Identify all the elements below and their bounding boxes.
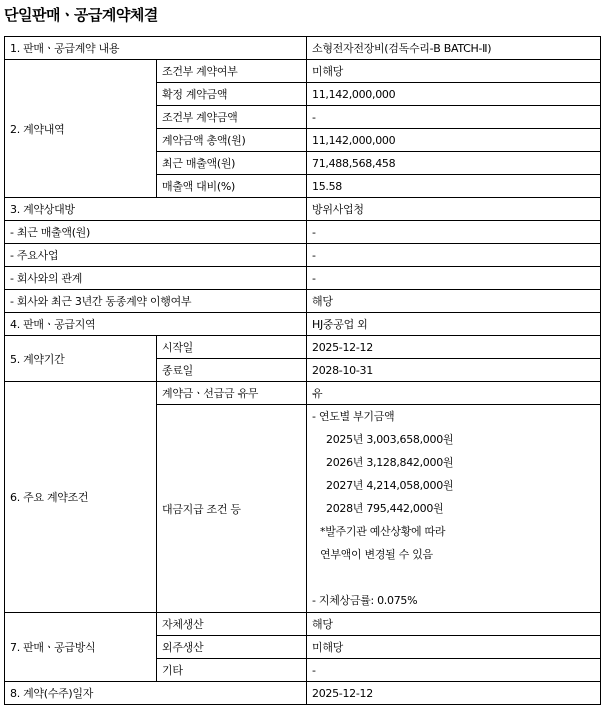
- contract-details-label: 2. 계약내역: [5, 60, 157, 198]
- conditional-amount-label: 조건부 계약금액: [157, 106, 307, 129]
- row-contract-period-start: [5, 336, 601, 359]
- own-production-value: 해당: [307, 613, 601, 636]
- page-title: 단일판매ㆍ공급계약체결: [4, 6, 158, 24]
- conditional-amount-value: -: [307, 106, 601, 129]
- payment-plan-heading: - 연도별 부기금액: [312, 410, 395, 423]
- total-amount-label: 계약금액 총액(원): [157, 129, 307, 152]
- own-production-label: 자체생산: [157, 613, 307, 636]
- row-advance-payment: [5, 382, 601, 405]
- counterparty-value: 방위사업청: [307, 198, 601, 221]
- recent-revenue-label: 최근 매출액(원): [157, 152, 307, 175]
- payment-note-1: *발주기관 예산상황에 따라: [320, 525, 446, 538]
- counterparty-history-value: 해당: [307, 290, 601, 313]
- counterparty-revenue-value: -: [307, 221, 601, 244]
- counterparty-relation-value: -: [307, 267, 601, 290]
- row-counterparty-relation: [5, 267, 601, 290]
- start-date-label: 시작일: [157, 336, 307, 359]
- payment-year-2025: 2025년 3,003,658,000원: [326, 433, 454, 446]
- advance-payment-value: 유: [307, 382, 601, 405]
- supply-region-value: HJ중공업 외: [307, 313, 601, 336]
- supply-method-label: 7. 판매ㆍ공급방식: [5, 613, 157, 682]
- payment-year-2027: 2027년 4,214,058,000원: [326, 479, 454, 492]
- counterparty-business-label: - 주요사업: [5, 244, 307, 267]
- payment-note-2: 연부액이 변경될 수 있음: [320, 548, 433, 561]
- payment-year-2026: 2026년 3,128,842,000원: [326, 456, 454, 469]
- total-amount-value: 11,142,000,000: [307, 129, 601, 152]
- penalty-rate: - 지체상금률: 0.075%: [312, 594, 418, 607]
- contract-content-label: 1. 판매ㆍ공급계약 내용: [5, 37, 307, 60]
- disclosure-table: [4, 36, 601, 705]
- other-method-label: 기타: [157, 659, 307, 682]
- counterparty-business-value: -: [307, 244, 601, 267]
- conditional-contract-label: 조건부 계약여부: [157, 60, 307, 83]
- recent-revenue-value: 71,488,568,458: [307, 152, 601, 175]
- row-counterparty-business: [5, 244, 601, 267]
- main-terms-label: 6. 주요 계약조건: [5, 382, 157, 613]
- fixed-amount-value: 11,142,000,000: [307, 83, 601, 106]
- start-date-value: 2025-12-12: [307, 336, 601, 359]
- payment-plan: [307, 405, 601, 613]
- row-counterparty: [5, 198, 601, 221]
- conditional-contract-value: 미해당: [307, 60, 601, 83]
- row-supply-method-own: [5, 613, 601, 636]
- end-date-label: 종료일: [157, 359, 307, 382]
- end-date-value: 2028-10-31: [307, 359, 601, 382]
- payment-year-2028: 2028년 795,442,000원: [326, 502, 444, 515]
- supply-region-label: 4. 판매ㆍ공급지역: [5, 313, 307, 336]
- row-contract-content: [5, 37, 601, 60]
- advance-payment-label: 계약금ㆍ선급금 유무: [157, 382, 307, 405]
- contract-date-label: 8. 계약(수주)일자: [5, 682, 307, 705]
- outsourced-production-label: 외주생산: [157, 636, 307, 659]
- counterparty-revenue-label: - 최근 매출액(원): [5, 221, 307, 244]
- contract-period-label: 5. 계약기간: [5, 336, 157, 382]
- row-contract-details: [5, 60, 601, 83]
- counterparty-relation-label: - 회사와의 관계: [5, 267, 307, 290]
- row-counterparty-history: [5, 290, 601, 313]
- revenue-ratio-value: 15.58: [307, 175, 601, 198]
- other-method-value: -: [307, 659, 601, 682]
- contract-content-value: 소형전자전장비(검독수리-B BATCH-Ⅱ): [307, 37, 601, 60]
- revenue-ratio-label: 매출액 대비(%): [157, 175, 307, 198]
- row-supply-region: [5, 313, 601, 336]
- payment-terms-label: 대금지급 조건 등: [157, 405, 307, 613]
- counterparty-history-label: - 회사와 최근 3년간 동종계약 이행여부: [5, 290, 307, 313]
- payment-blank-line: [312, 566, 595, 589]
- row-counterparty-revenue: [5, 221, 601, 244]
- fixed-amount-label: 확정 계약금액: [157, 83, 307, 106]
- counterparty-label: 3. 계약상대방: [5, 198, 307, 221]
- contract-date-value: 2025-12-12: [307, 682, 601, 705]
- outsourced-production-value: 미해당: [307, 636, 601, 659]
- row-contract-date: [5, 682, 601, 705]
